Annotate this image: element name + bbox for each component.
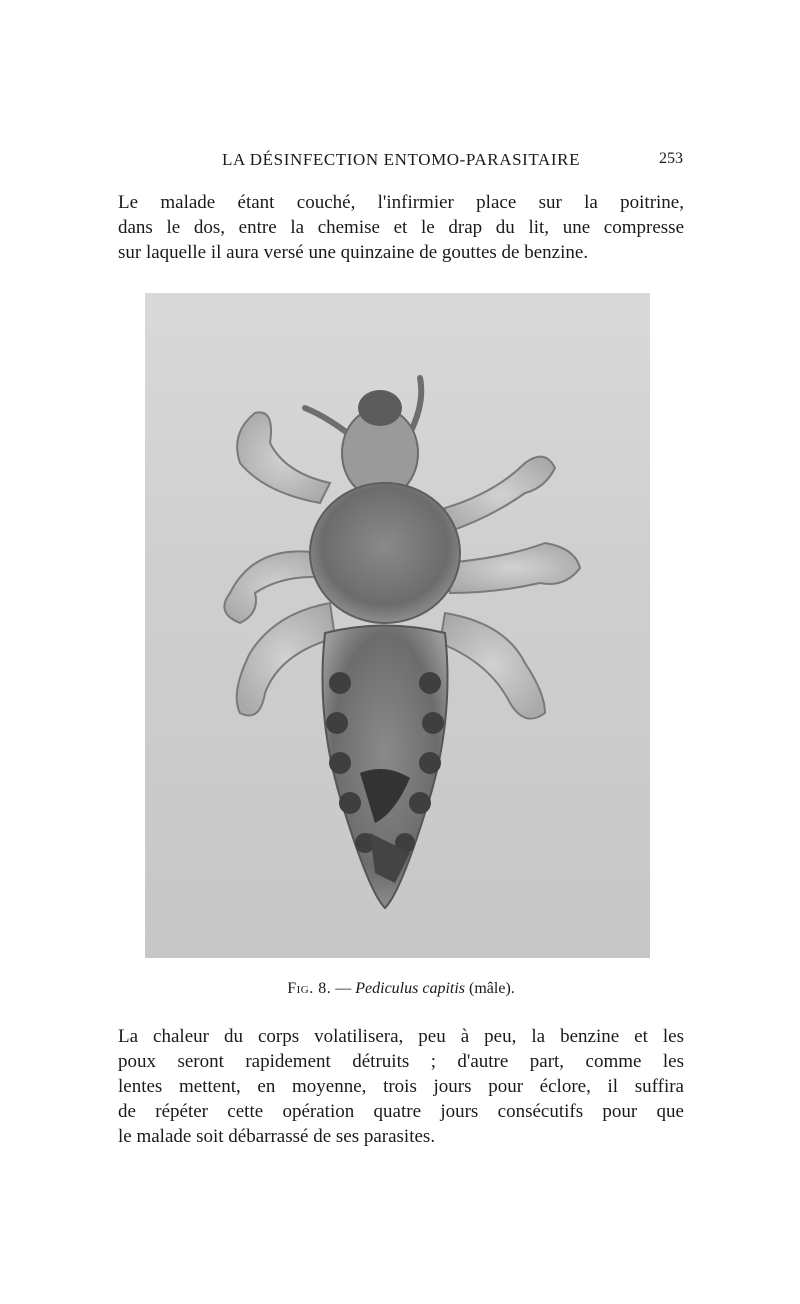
- paragraph-conclusion: [118, 1024, 684, 1149]
- text-line: le malade soit débarrassé de ses parasites.: [118, 1126, 436, 1147]
- leg-middle-right: [445, 543, 580, 593]
- caption-qualifier: (mâle).: [465, 980, 515, 997]
- text-line: Le malade étant couché, l'infirmier place sur la poitrine,: [118, 192, 684, 213]
- caption-dash: —: [331, 980, 356, 997]
- text-line: sur laquelle il aura versé une quinzaine de gouttes de benzine.: [118, 242, 589, 263]
- text-line: lentes mettent, en moyenne, trois jours pour éclore, il suffira: [118, 1076, 684, 1097]
- leg-hind-right: [440, 613, 545, 719]
- thorax: [310, 483, 460, 623]
- text-line: poux seront rapidement détruits ; d'autre part, comme les: [118, 1051, 684, 1072]
- figure-photograph: [145, 293, 650, 958]
- species-name: Pediculus capitis: [355, 980, 466, 997]
- leg-hind-left: [237, 603, 335, 716]
- text-line: La chaleur du corps volatilisera, peu à peu, la benzine et les: [118, 1026, 684, 1047]
- page-number: 253: [659, 150, 683, 167]
- running-head: [118, 150, 683, 174]
- leg-front-right: [445, 457, 555, 533]
- running-title: LA DÉSINFECTION ENTOMO-PARASITAIRE: [222, 150, 581, 169]
- louse-illustration: [145, 293, 650, 958]
- figure-caption: [118, 980, 684, 998]
- leg-front-left: [237, 412, 330, 503]
- figure-label: Fig. 8.: [287, 980, 332, 997]
- paragraph-intro: [118, 190, 684, 265]
- text-line: de répéter cette opération quatre jours consécutifs pour que: [118, 1101, 684, 1122]
- text-line: dans le dos, entre la chemise et le drap du lit, une compresse: [118, 217, 684, 238]
